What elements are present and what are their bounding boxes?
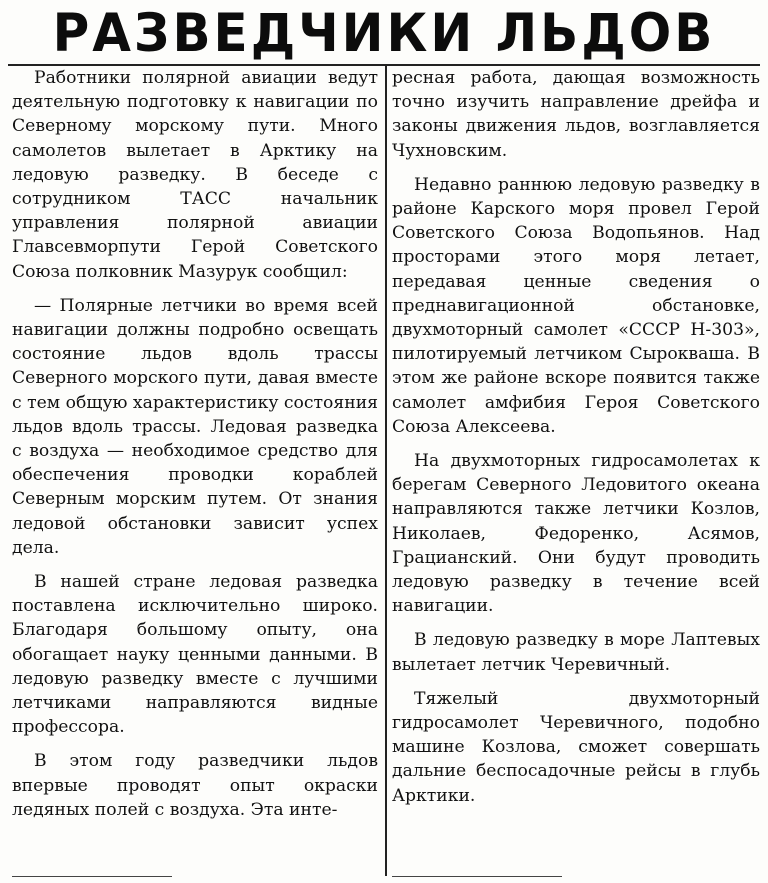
paragraph: В этом году разведчики льдов впервые проводят опыт окраски ледяных полей с воздуха. Эта инте-	[12, 751, 378, 820]
left-column	[12, 66, 378, 822]
bottom-rule-right	[392, 876, 562, 877]
column-divider	[385, 66, 387, 876]
paragraph-continued: ресная работа, дающая возможность точно изучить направление дрейфа и законы движения льдов, возглавляется Чухновским.	[392, 68, 760, 161]
right-column	[392, 66, 760, 808]
article-headline: РАЗВЕДЧИКИ ЛЬДОВ	[52, 2, 716, 64]
bottom-rule-left	[12, 876, 172, 877]
paragraph: На двухмоторных гидросамолетах к берегам Северного Ледовитого океана направляются также летчики Козлов, Николаев, Федоренко, Асямов, Грацианский. Они будут проводить ледовую разведку в течение всей навигации.	[392, 451, 760, 617]
paragraph: Работники полярной авиации ведут деятельную подготовку к навигации по Северному морскому пути. Много самолетов вылетает в Арктику на ледовую разведку. В беседе с сотрудником ТАСС начальник управления полярной авиации Главсевморпути Герой Советского Союза полковник Мазурук сообщил:	[12, 68, 378, 282]
paragraph: В ледовую разведку в море Лаптевых вылетает летчик Черевичный.	[392, 630, 760, 675]
paragraph: В нашей стране ледовая разведка поставлена исключительно широко. Благодаря большому опыту, она обогащает науку ценными данными. В ледовую разведку вместе с лучшими летчиками направляются видные профессора.	[12, 572, 378, 738]
paragraph: — Полярные летчики во время всей навигации должны подробно освещать состояние льдов вдоль трассы Северного морского пути, давая вместе с тем общую характеристику состояния льдов вдоль трассы. Ледовая разведка с воздуха — необходимое средство для обеспечения проводки кораблей Северным морским путем. От знания ледовой обстановки зависит успех дела.	[12, 295, 378, 558]
paragraph: Недавно раннюю ледовую разведку в районе Карского моря провел Герой Советского Союза Водопьянов. Над просторами этого моря летает, передавая ценные сведения о преднавигационной обстановке, двухмоторный самолет «СССР Н-303», пилотируемый летчиком Сыроквашa. В этом же районе вскоре появится также самолет амфибия Героя Советского Союза Алексеева.	[392, 174, 760, 437]
paragraph: Тяжелый двухмоторный гидросамолет Черевичного, подобно машине Козлова, сможет совершать дальние беспосадочные рейсы в глубь Арктики.	[392, 688, 760, 806]
